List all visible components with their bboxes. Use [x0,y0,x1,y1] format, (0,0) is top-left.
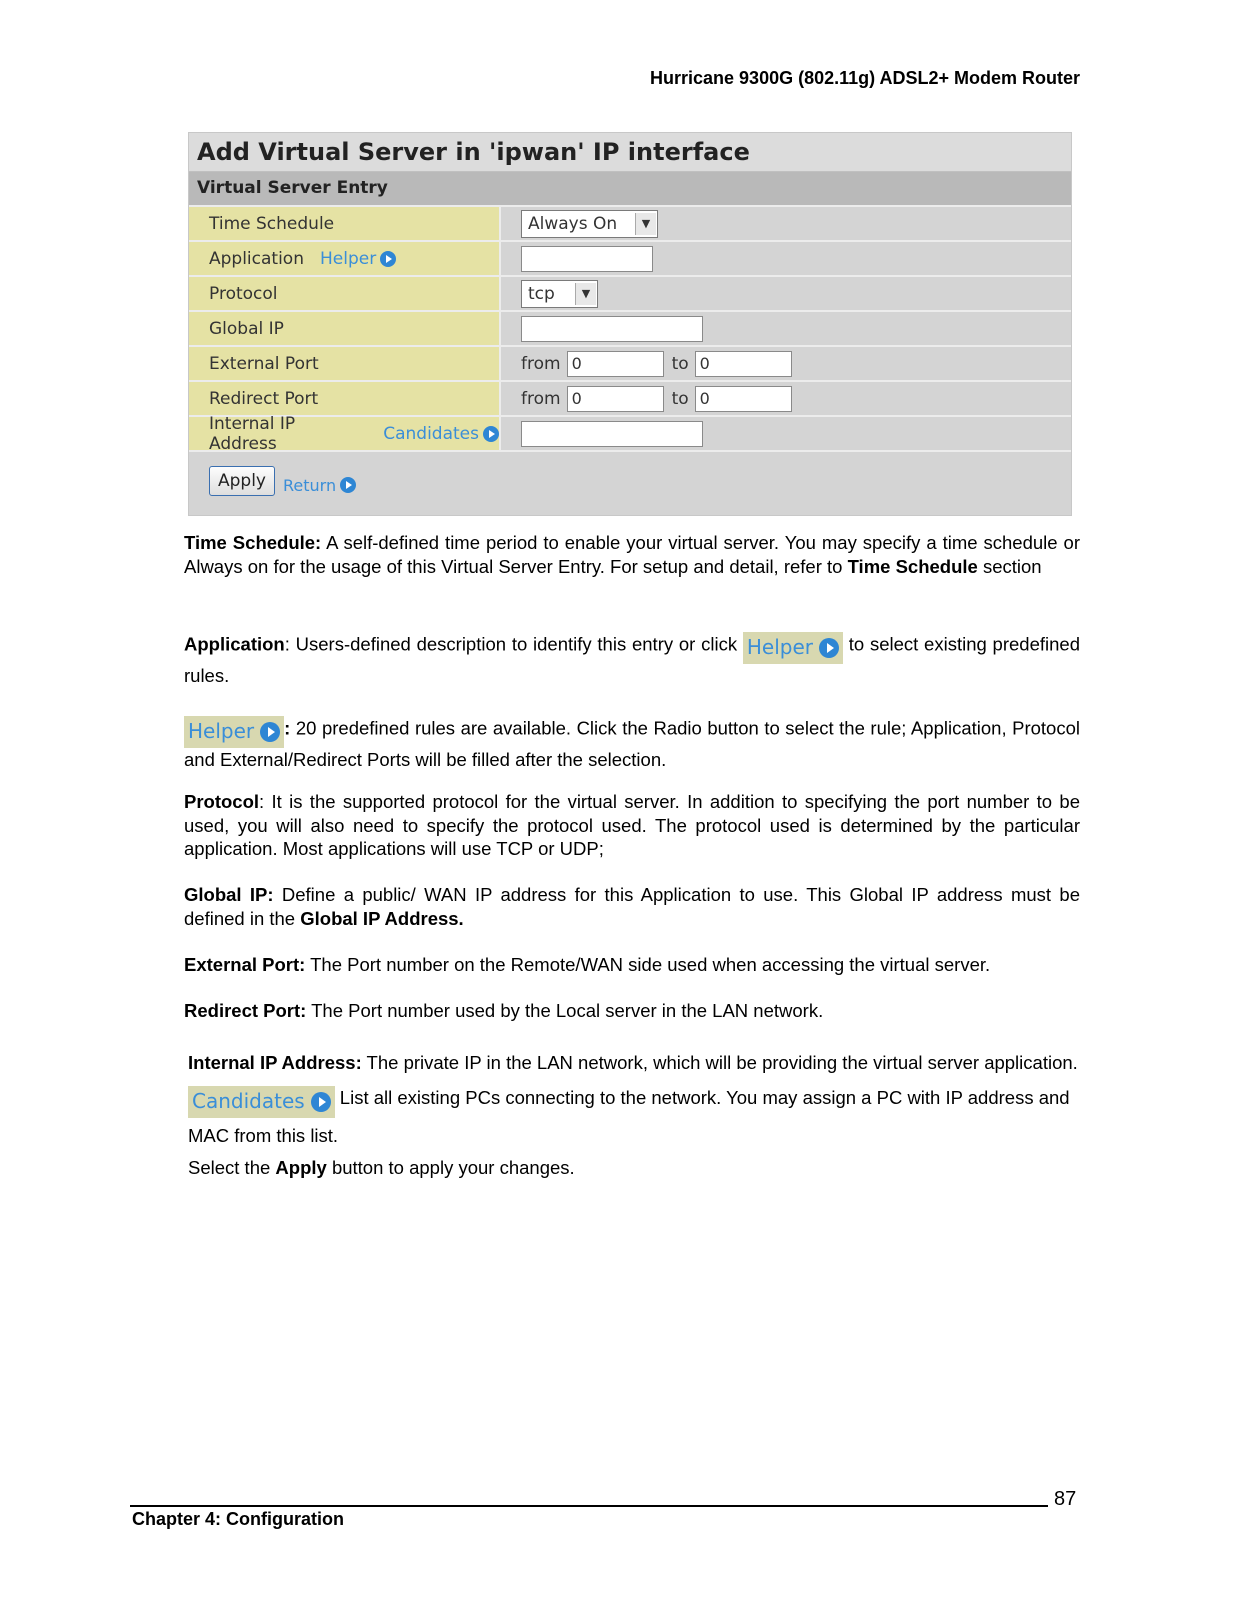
external-port-from-label: from [521,353,561,374]
global-ip-row [189,310,1071,345]
redirect-port-to-input[interactable]: 0 [695,386,792,412]
time-schedule-value: Always On [528,213,618,234]
internal-ip-paragraph [188,1045,1080,1153]
internal-ip-row [189,413,1071,454]
candidates-button-image [188,1086,335,1118]
form-section-title: Virtual Server Entry [189,172,1071,205]
global-ip-label: Global IP [209,318,284,339]
play-arrow-icon [819,638,839,658]
helper-link-text: Helper [320,248,377,269]
protocol-label: Protocol [209,283,278,304]
helper-colon: : [284,717,291,739]
document-header: Hurricane 9300G (802.11g) ADSL2+ Modem Router [650,68,1080,88]
global-ip-term: Global IP: [184,884,274,905]
redirect-port-row [189,380,1071,415]
footer-divider [130,1505,1048,1507]
chevron-down-icon: ▼ [635,213,656,235]
protocol-value: tcp [528,283,555,304]
time-schedule-paragraph [184,531,1080,578]
redirect-port-from-label: from [521,388,561,409]
play-arrow-icon [483,426,499,442]
apply-paragraph [188,1156,1084,1180]
candidates-link[interactable] [383,424,499,444]
helper-button-image [743,632,843,664]
play-arrow-icon [380,251,396,267]
redirect-port-from-input[interactable]: 0 [567,386,664,412]
apply-term: Apply [275,1157,327,1178]
form-actions [189,450,1071,510]
external-port-text: The Port number on the Remote/WAN side used when accessing the virtual server. [305,954,991,975]
application-tail: to select existing predefined rules. [184,633,1080,686]
protocol-paragraph [184,790,1080,861]
global-ip-text: Define a public/ WAN IP address for this Application to use. This Global IP address must be defined in the [184,884,1080,929]
chapter-title: Chapter 4: Configuration [132,1509,344,1529]
internal-ip-text: The private IP in the LAN network, which will be providing the virtual server application. [361,1052,1078,1073]
time-schedule-tail: section [977,555,1042,577]
application-paragraph [184,632,1080,688]
redirect-port-to-label: to [671,388,689,409]
application-text: : Users-defined description to identify this entry or click [284,633,743,655]
application-term: Application [184,633,285,655]
internal-ip-label: Internal IP Address [209,413,296,454]
external-port-from-input[interactable]: 0 [567,351,664,377]
helper-link[interactable] [320,249,396,269]
helper-paragraph [184,716,1080,772]
play-arrow-icon [260,722,280,742]
external-port-term: External Port: [184,954,306,975]
redirect-port-text: The Port number used by the Local server in the LAN network. [306,1000,824,1021]
candidates-button-image-text: Candidates [192,1089,305,1113]
time-schedule-row [189,205,1071,240]
apply-button[interactable]: Apply [209,466,275,496]
external-port-to-label: to [671,353,689,374]
helper-text: 20 predefined rules are available. Click the Radio button to select the rule; Application, Protocol and External/Redirect Ports will be filled after the selection. [184,717,1080,770]
page-number: 87 [1054,1488,1077,1510]
time-schedule-text: A self-defined time period to enable your virtual server. You may specify a time schedule or Always on for the usage of this Virtual Server Entry. For setup and detail, refer to [184,532,1080,577]
time-schedule-select[interactable] [521,210,658,238]
external-port-label: External Port [209,353,319,374]
protocol-term: Protocol [184,791,260,812]
global-ip-input[interactable] [521,316,703,342]
global-ip-paragraph [184,883,1080,930]
protocol-text: : It is the supported protocol for the virtual server. In addition to specifying the port number to be used, you will also need to specify the protocol used. The protocol used is determined by the particular application. Most applications will use TCP or UDP; [184,791,1080,859]
global-ip-ref: Global IP Address. [300,907,464,929]
helper-button-image-text: Helper [746,635,813,660]
chevron-down-icon: ▼ [575,283,596,305]
redirect-port-label: Redirect Port [209,388,319,409]
redirect-port-paragraph [184,999,1080,1023]
application-input[interactable] [521,246,653,272]
internal-ip-term: Internal IP Address: [188,1052,362,1073]
return-link-text: Return [283,475,337,495]
internal-ip-tail: List all existing PCs connecting to the network. You may assign a PC with IP address and MAC from this list. [188,1087,1070,1146]
play-arrow-icon [311,1092,331,1112]
time-schedule-label: Time Schedule [209,213,335,234]
apply-pre: Select the [188,1157,276,1178]
time-schedule-term: Time Schedule: [184,532,322,553]
internal-ip-input[interactable] [521,421,703,447]
external-port-row [189,345,1071,380]
form-title: Add Virtual Server in 'ipwan' IP interface [189,133,1071,172]
external-port-to-input[interactable]: 0 [695,351,792,377]
redirect-port-term: Redirect Port: [184,1000,307,1021]
protocol-select[interactable] [521,280,598,308]
application-label: Application [209,248,304,269]
apply-tail: button to apply your changes. [326,1157,575,1178]
return-link[interactable] [283,476,356,495]
virtual-server-form [188,132,1072,516]
helper-button-image-text: Helper [188,719,255,744]
protocol-row [189,275,1071,310]
time-schedule-ref: Time Schedule [847,555,978,577]
helper-button-image [184,716,284,748]
application-row [189,240,1071,275]
candidates-link-text: Candidates [383,423,479,444]
play-arrow-icon [340,477,356,493]
external-port-paragraph [184,953,1080,977]
